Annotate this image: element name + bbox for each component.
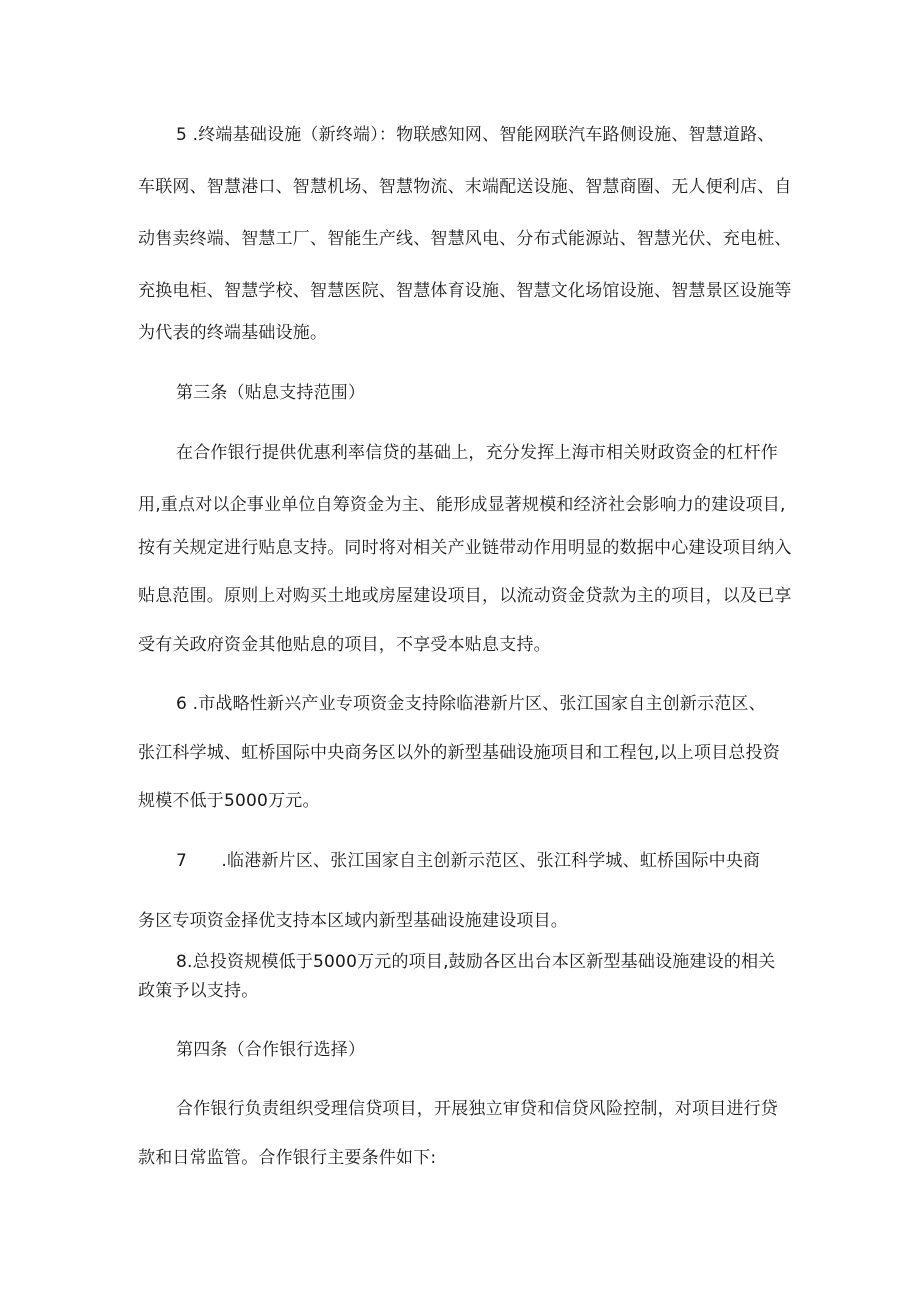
clause-5-line-3: 动售卖终端、智慧工厂、智能生产线、智慧风电、分布式能源站、智慧光伏、充电桩、: [138, 229, 792, 249]
article-3-line-2: 用,重点对以企事业单位自筹资金为主、能形成显著规模和经济社会影响力的建设项目,: [138, 495, 786, 515]
article-3-line-4: 贴息范围。原则上对购买土地或房屋建设项目，以流动资金贷款为主的项目，以及已享: [138, 586, 792, 606]
clause-6-line-1: 6 .市战略性新兴产业专项资金支持除临港新片区、张江国家自主创新示范区、: [176, 694, 766, 714]
clause-5-line-2: 车联网、智慧港口、智慧机场、智慧物流、末端配送设施、智慧商圈、无人便利店、自: [138, 177, 792, 197]
article-3-line-1: 在合作银行提供优惠利率信贷的基础上，充分发挥上海市相关财政资金的杠杆作: [176, 443, 778, 463]
clause-5-line-5: 为代表的终端基础设施。: [138, 323, 328, 343]
clause-8-line-1: 8.总投资规模低于5000万元的项目,鼓励各区出台本区新型基础设施建设的相关: [176, 952, 776, 972]
article-4-line-1: 合作银行负责组织受理信贷项目，开展独立审贷和信贷风险控制，对项目进行贷: [176, 1099, 778, 1119]
clause-6-line-2: 张江科学城、虹桥国际中央商务区以外的新型基础设施项目和工程包,以上项目总投资: [138, 743, 781, 763]
article-3-heading: 第三条（贴息支持范围）: [176, 383, 366, 403]
clause-6-line-3: 规模不低于5000万元。: [138, 791, 320, 811]
article-4-heading: 第四条（合作银行选择）: [176, 1040, 366, 1060]
clause-5-line-4: 充换电柜、智慧学校、智慧医院、智慧体育设施、智慧文化场馆设施、智慧景区设施等: [138, 281, 792, 301]
clause-7-line-1: 7 .临港新片区、张江国家自主创新示范区、张江科学城、虹桥国际中央商: [176, 851, 761, 871]
article-3-line-5: 受有关政府资金其他贴息的项目，不享受本贴息支持。: [138, 635, 551, 655]
clause-8-line-2: 政策予以支持。: [138, 981, 259, 1001]
article-3-line-3: 按有关规定进行贴息支持。同时将对相关产业链带动作用明显的数据中心建设项目纳入: [138, 538, 792, 558]
clause-5-line-1: 5 .终端基础设施（新终端）：物联感知网、智能网联汽车路侧设施、智慧道路、: [176, 125, 775, 145]
clause-7-line-2: 务区专项资金择优支持本区域内新型基础设施建设项目。: [138, 911, 568, 931]
article-4-line-2: 款和日常监管。合作银行主要条件如下:: [138, 1148, 437, 1168]
